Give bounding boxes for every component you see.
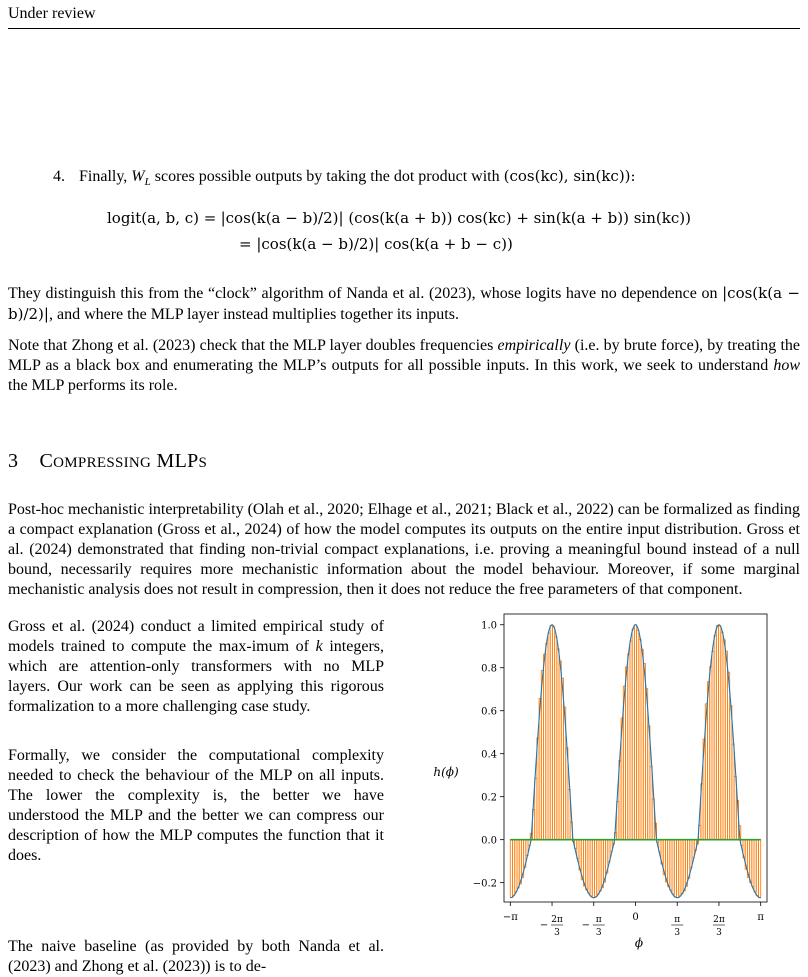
list-text-before: Finally, — [79, 168, 128, 185]
paragraph-formally: Formally, we consider the computational complexity needed to check the behaviour of the MLP on all inputs. The lower the complexity is, the better we have understood the MLP and the better we can compress our description of how the MLP computes the function that it does. — [8, 747, 384, 864]
y-axis-label: h(ϕ) — [433, 765, 459, 779]
y-tick-label: 0.0 — [481, 835, 497, 847]
emphasis-empirically: empirically — [497, 337, 571, 354]
svg-text:π: π — [757, 912, 764, 923]
svg-text:π: π — [595, 915, 602, 925]
equation-rhs-2: = |cos(k(a − b)/2)| cos(k(a + b − c)) — [239, 235, 513, 253]
equation-line-2 — [239, 233, 513, 255]
paragraph-post-hoc: Post-hoc mechanistic interpretability (Olah et al., 2020; Elhage et al., 2021; Black et al., 2022) can be formalized as finding a compact explanation (Gross et al., 2024) of how the model computes its outputs on the entire input distribution. Gross et al. (2024) demonstrated that finding non-trivial compact explanations, i.e. proving a meaningful bound instead of a null bound, necessarily requires more mechanistic information about the model behaviour. Moreover, if some marginal mechanistic analysis does not result in compression, then it does not reduce the free parameters of that component. — [8, 501, 800, 598]
y-tick-label: 0.2 — [481, 792, 497, 804]
equation-lhs: logit(a, b, c) = — [107, 209, 217, 227]
svg-text:3: 3 — [716, 928, 722, 938]
h-phi-chart — [420, 612, 805, 962]
w-symbol: $W_L$ — [131, 168, 151, 189]
svg-text:0: 0 — [632, 912, 639, 923]
paragraph-empirical: Note that Zhong et al. (2023) check that the MLP layer doubles frequencies empirically (i.e. by brute force), by treating the MLP as a black box and enumerating the MLP’s outputs for all possible inputs. In this work, we seek to understand how the MLP performs its role. — [8, 337, 801, 394]
x-tick-label — [582, 915, 605, 938]
svg-text:2π: 2π — [551, 915, 563, 925]
list-text-middle: scores possible outputs by taking the dot product with — [154, 168, 500, 185]
svg-text:−: − — [539, 920, 549, 931]
y-tick-label: 0.4 — [481, 749, 497, 761]
section-heading: 3 COMPRESSING MLPS — [8, 450, 208, 472]
bar — [758, 840, 760, 898]
section-number: 3 — [8, 450, 19, 472]
y-tick-label: −0.2 — [472, 878, 497, 890]
x-tick-label — [713, 915, 725, 938]
svg-text:π: π — [674, 915, 681, 925]
paragraph-naive: The naive baseline (as provided by both Nanda et al. (2023) and Zhong et al. (2023)) is to de- — [8, 938, 384, 975]
running-header — [8, 4, 800, 29]
list-number: 4. — [53, 168, 65, 185]
inline-math: |cos(k(a − b)/2)| — [8, 284, 801, 323]
list-item-4 — [53, 166, 799, 192]
x-axis-label: ϕ — [634, 936, 644, 950]
svg-text:3: 3 — [595, 928, 602, 938]
paragraph-clock: They distinguish this from the “clock” algorithm of Nanda et al. (2023), whose logits have no dependence on |cos(k(a − b)/2)|, and where the MLP layer instead multiplies together its inputs. — [8, 284, 801, 323]
y-tick-label: 0.6 — [481, 706, 497, 718]
emphasis-how: how — [773, 357, 801, 374]
svg-text:2π: 2π — [713, 915, 725, 925]
x-tick-label — [632, 912, 638, 923]
equation-line-1 — [107, 207, 691, 229]
paragraph-gross: Gross et al. (2024) conduct a limited empirical study of models trained to compute the max-imum of k integers, which are attention-only transformers with no MLP layers. Our work can be seen as applying this rigorous formalization to a more challenging case study. — [8, 618, 385, 715]
x-tick-label — [503, 912, 518, 923]
x-tick-label — [757, 912, 764, 923]
x-tick-label — [540, 915, 563, 938]
svg-text:−: − — [581, 920, 590, 931]
list-math: (cos(kc), sin(kc)): — [503, 167, 636, 185]
inline-k: k — [315, 638, 323, 655]
y-tick-label: 1.0 — [481, 620, 497, 632]
svg-text:−π: −π — [502, 912, 518, 923]
svg-text:3: 3 — [554, 928, 560, 938]
equation-rhs-1: |cos(k(a − b)/2)| (cos(k(a + b)) cos(kc) + sin(k(a + b)) sin(kc)) — [220, 209, 691, 227]
running-title: Under review — [8, 5, 96, 22]
svg-text:3: 3 — [674, 928, 681, 938]
x-tick-label — [671, 915, 683, 938]
y-tick-label: 0.8 — [481, 663, 497, 675]
